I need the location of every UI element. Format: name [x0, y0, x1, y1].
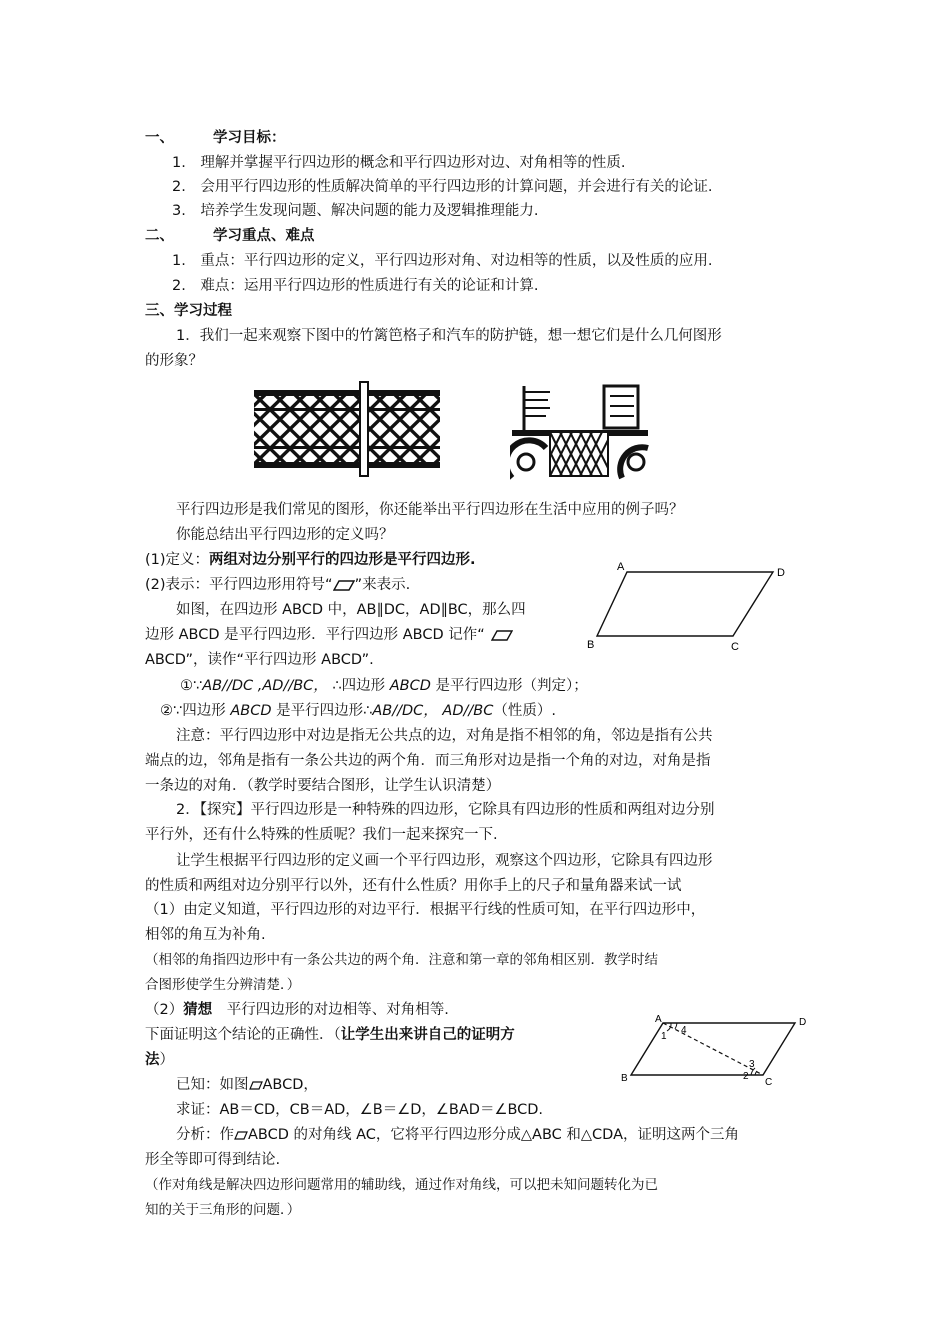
given-before: 已知：如图: [176, 1077, 249, 1093]
condition-1-a: ①∵: [180, 678, 203, 694]
proof-intro-cont: [145, 1050, 174, 1070]
parallelogram-small-icon: [249, 1081, 263, 1090]
goal-3: 3. 培养学生发现问题、解决问题的能力及逻辑推理能力.: [172, 203, 539, 219]
figure-desc-1: 如图，在四边形 ABCD 中，AB∥DC，AD∥BC，那么四: [176, 602, 526, 618]
guess-text: 平行四边形的对边相等、对角相等.: [212, 1002, 449, 1018]
representation-line: [145, 575, 410, 595]
representation-after: ”来表示.: [354, 577, 411, 593]
analysis-before: 分析：作: [176, 1127, 234, 1143]
proof-intro: [145, 1025, 515, 1045]
guess-number: （2）: [145, 1002, 184, 1018]
guess-line: [145, 1000, 449, 1020]
label-c: C: [731, 641, 739, 653]
key-point-2: 2. 难点：运用平行四边形的性质进行有关的论证和计算.: [172, 278, 539, 294]
analysis-after: ABCD 的对角线 AC，它将平行四边形分成△ABC 和△CDA，证明这两个三角: [248, 1127, 740, 1143]
explore-line-2: 平行外，还有什么特殊的性质呢？我们一起来探究一下.: [145, 827, 498, 843]
parallelogram-notation-icon: [491, 630, 513, 641]
proof-intro-end: ）: [159, 1052, 174, 1068]
para-definition-question: 你能总结出平行四边形的定义吗？: [176, 527, 394, 543]
section2-number: 二、: [145, 228, 174, 244]
given-line: [176, 1075, 318, 1095]
figure-desc-2-text: 边形 ABCD 是平行四边形．平行四边形 ABCD 记作“: [145, 627, 485, 643]
parallelogram-diagonal-figure: [615, 1015, 815, 1087]
condition-1-c: ∴四边形: [327, 678, 390, 694]
step1-note-1: （相邻的角指四边形中有一条公共边的两个角．注意和第一章的邻角相区别．教学时结: [145, 952, 658, 968]
note-line-2: 端点的边，邻角是指有一条公共边的两个角．而三角形对边是指一个角的对边，对角是指: [145, 753, 711, 769]
angle-label-4: 4: [681, 1025, 687, 1036]
condition-2-b: ABCD: [230, 703, 272, 719]
definition-text: 两组对边分别平行的四边形是平行四边形.: [209, 552, 476, 568]
angle-label-2: 2: [743, 1071, 749, 1082]
condition-1: [180, 676, 588, 696]
section1-number: 一、: [145, 130, 174, 146]
parallelogram-small-icon-2: [234, 1131, 248, 1140]
goal-2: 2. 会用平行四边形的性质解决简单的平行四边形的计算问题，并会进行有关的论证.: [172, 179, 713, 195]
label-a: A: [617, 561, 625, 573]
diag-label-b: B: [621, 1073, 628, 1084]
angle-label-1: 1: [661, 1031, 667, 1042]
condition-1-d: ABCD: [389, 678, 431, 694]
analysis-line-2: 形全等即可得到结论.: [145, 1152, 281, 1168]
representation-before: (2)表示：平行四边形用符号“: [145, 577, 333, 593]
note-line-3: 一条边的对角．（教学时要结合图形，让学生认识清楚）: [145, 778, 501, 794]
bamboo-fence-illustration: [250, 380, 450, 480]
proof-intro-bold-2: 法: [145, 1052, 160, 1068]
step1-line-1: （1）由定义知道，平行四边形的对边平行．根据平行线的性质可知，在平行四边形中，: [145, 902, 706, 918]
angle-label-3: 3: [749, 1059, 755, 1070]
figure-desc-2: [145, 625, 513, 645]
final-note-2: 知的关于三角形的问题．）: [145, 1202, 301, 1218]
proof-intro-bold: 让学生出来讲自己的证明方: [340, 1027, 515, 1043]
guess-label: 猜想: [183, 1002, 213, 1018]
label-b: B: [587, 639, 595, 651]
condition-2-a: ②∵四边形: [160, 703, 231, 719]
explore-line-1: 2．【探究】平行四边形是一种特殊的四边形，它除具有四边形的性质和两组对边分别: [176, 802, 715, 818]
section1-title: 学习目标：: [213, 130, 286, 146]
condition-2-c: 是平行四边形∴: [271, 703, 373, 719]
condition-2: [160, 701, 556, 721]
para-examples: 平行四边形是我们常见的图形，你还能举出平行四边形在生活中应用的例子吗？: [176, 502, 684, 518]
diag-label-d: D: [799, 1017, 807, 1028]
definition-line: [145, 550, 476, 570]
proof-intro-text: 下面证明这个结论的正确性．（: [145, 1027, 341, 1043]
key-point-1: 1. 重点：平行四边形的定义，平行四边形对角、对边相等的性质，以及性质的应用.: [172, 253, 713, 269]
label-d: D: [777, 567, 785, 579]
figure-desc-3: ABCD”，读作“平行四边形 ABCD”.: [145, 652, 374, 668]
condition-1-b: AB//DC ,AD//BC，: [202, 678, 328, 694]
section3-title: 三、学习过程: [145, 303, 232, 319]
definition-label: (1)定义：: [145, 552, 210, 568]
note-line-1: 注意：平行四边形中对边是指无公共点的边，对角是指不相邻的角，邻边是指有公共: [176, 728, 713, 744]
parallelogram-abcd-figure: [585, 558, 805, 658]
condition-2-e: （性质）.: [493, 703, 556, 719]
section2-title: 学习重点、难点: [213, 228, 315, 244]
diag-label-c: C: [765, 1077, 773, 1087]
para-observe-cont: 的形象？: [145, 353, 203, 369]
analysis-line-1: [176, 1125, 739, 1145]
given-after: ABCD，: [262, 1077, 318, 1093]
condition-2-d: AB//DC， AD//BC: [372, 703, 494, 719]
final-note-1: （作对角线是解决四边形问题常用的辅助线，通过作对角线，可以把未知问题转化为已: [145, 1177, 658, 1193]
car-guard-chain-illustration: [510, 382, 650, 480]
prove-line: 求证：AB＝CD，CB＝AD，∠B＝∠D，∠BAD＝∠BCD.: [176, 1102, 544, 1118]
draw-line-1: 让学生根据平行四边形的定义画一个平行四边形，观察这个四边形，它除具有四边形: [176, 853, 713, 869]
step1-note-2: 合图形使学生分辨清楚．）: [145, 977, 301, 993]
condition-1-e: 是平行四边形（判定）；: [430, 678, 588, 694]
goal-1: 1. 理解并掌握平行四边形的概念和平行四边形对边、对角相等的性质.: [172, 155, 626, 171]
para-observe: 1．我们一起来观察下图中的竹篱笆格子和汽车的防护链，想一想它们是什么几何图形: [176, 328, 722, 344]
step1-line-2: 相邻的角互为补角.: [145, 927, 266, 943]
parallelogram-symbol-icon: [333, 580, 355, 591]
draw-line-2: 的性质和两组对边分别平行以外，还有什么性质？用你手上的尺子和量角器来试一试: [145, 878, 682, 894]
diag-label-a: A: [655, 1015, 662, 1025]
